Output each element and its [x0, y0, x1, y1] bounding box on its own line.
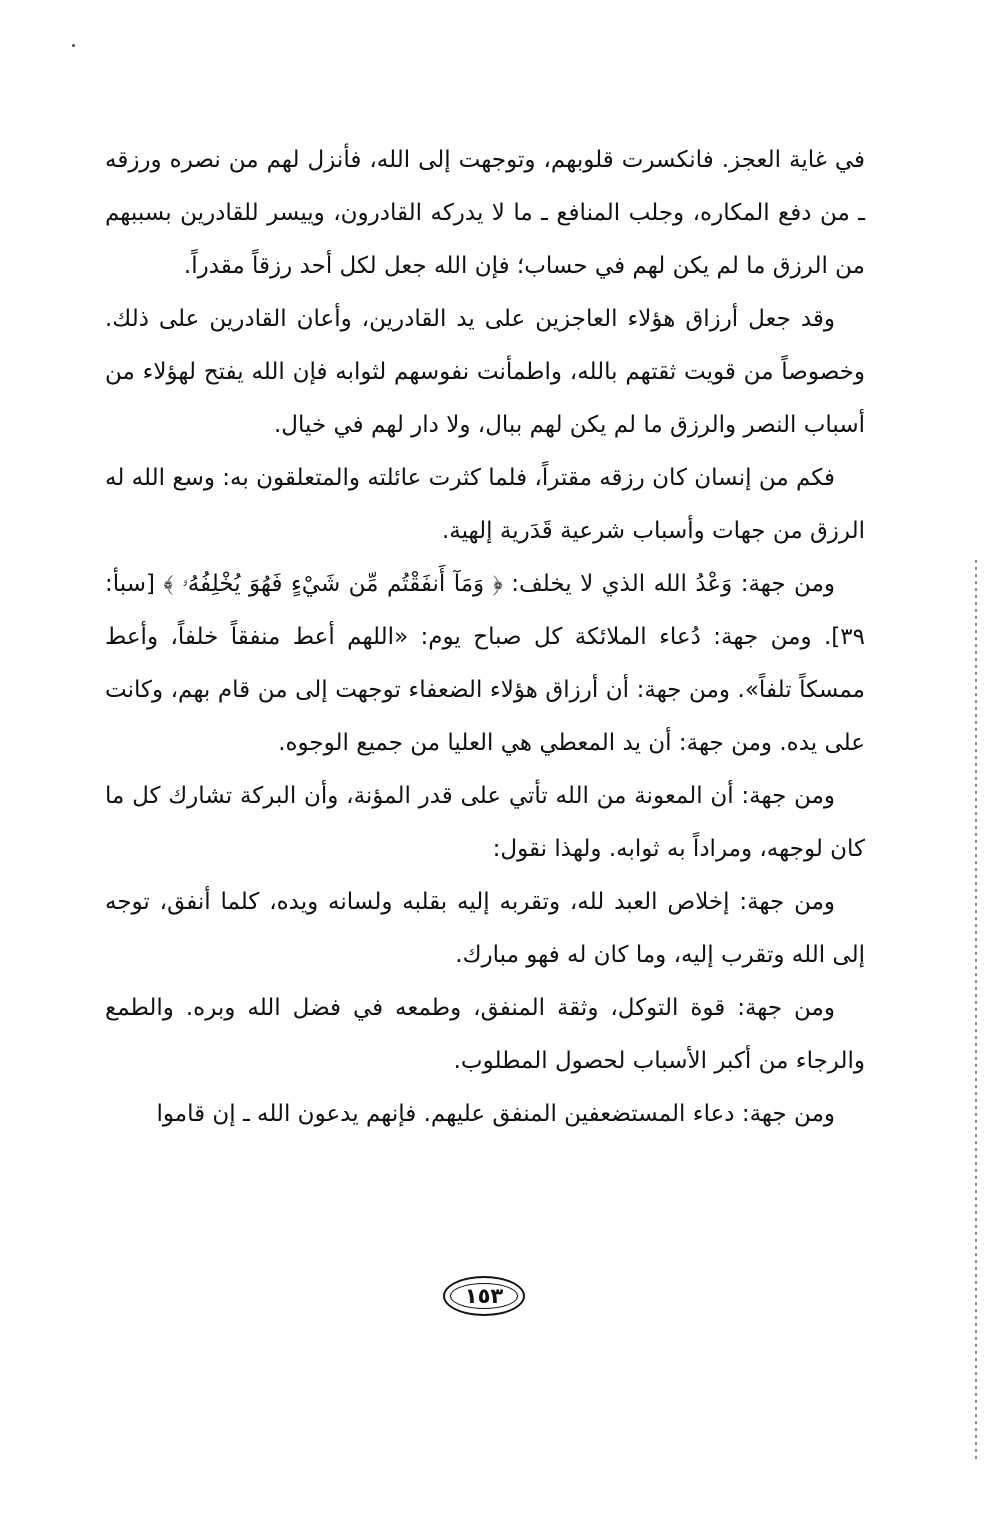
paragraph-3: فكم من إنسان كان رزقه مقتراً، فلما كثرت عائلته والمتعلقون به: وسع الله له الرزق من جهات وأسباب شرعية قَدَرية إلهية. [105, 465, 865, 544]
page-number-badge [443, 1276, 525, 1316]
paragraph-6: ومن جهة: إخلاص العبد لله، وتقربه إليه بقلبه ولسانه ويده، كلما أنفق، توجه إلى الله وتقرب إليه، وما كان له فهو مبارك. [105, 889, 865, 968]
page-body [105, 134, 865, 1141]
page-number: ١٥٣ [464, 1284, 504, 1308]
scan-margin-rule [975, 560, 977, 1460]
paragraph-8: ومن جهة: دعاء المستضعفين المنفق عليهم. فإنهم يدعون الله ـ إن قاموا [156, 1101, 835, 1127]
paragraph-5: ومن جهة: أن المعونة من الله تأتي على قدر المؤنة، وأن البركة تشارك كل ما كان لوجهه، ومراداً به ثوابه. ولهذا نقول: [105, 783, 865, 862]
paragraph-2: وقد جعل أرزاق هؤلاء العاجزين على يد القادرين، وأعان القادرين على ذلك. وخصوصاً من قويت ثقتهم بالله، واطمأنت نفوسهم لثوابه فإن الله يفتح لهؤلاء من أسباب النصر والرزق ما لم يكن لهم ببال، ولا دار لهم في خيال. [105, 306, 865, 438]
paragraph-4: ومن جهة: وَعْدُ الله الذي لا يخلف: ﴿ وَمَآ أَنفَقْتُم مِّن شَيْءٍ فَهُوَ يُخْلِفُهُۥ ﴾ [سبأ: ٣٩]. ومن جهة: دُعاء الملائكة كل صباح يوم: «اللهم أعط منفقاً خلفاً، وأعط ممسكاً تلفاً». ومن جهة: أن أرزاق هؤلاء الضعفاء توجهت إلى من قام بهم، وكانت على يده. ومن جهة: أن يد المعطي هي العليا من جميع الوجوه. [105, 571, 865, 756]
paragraph-7: ومن جهة: قوة التوكل، وثقة المنفق، وطمعه في فضل الله وبره. والطمع والرجاء من أكبر الأسباب لحصول المطلوب. [105, 995, 865, 1074]
scan-speck [72, 44, 75, 47]
paragraph-1: في غاية العجز. فانكسرت قلوبهم، وتوجهت إلى الله، فأنزل لهم من نصره ورزقه ـ من دفع المكاره، وجلب المنافع ـ ما لا يدركه القادرون، وييسر للقادرين بسببهم من الرزق ما لم يكن لهم في حساب؛ فإن الله جعل لكل أحد رزقاً مقدراً. [105, 147, 865, 279]
